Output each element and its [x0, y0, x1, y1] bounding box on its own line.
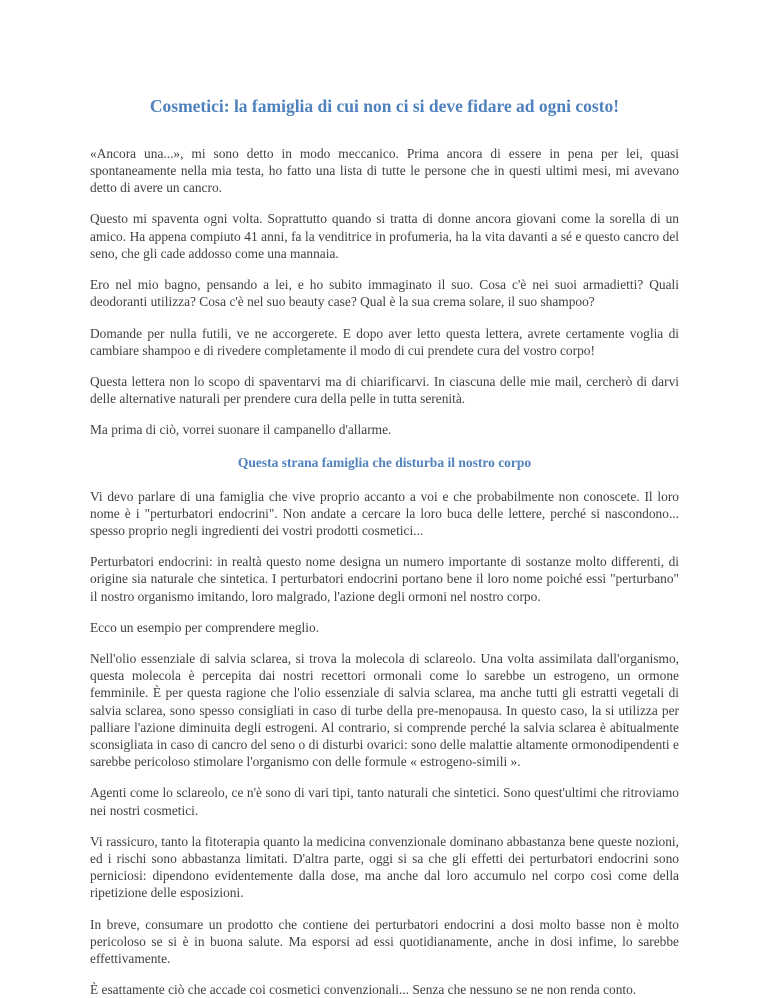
paragraph-section-7: In breve, consumare un prodotto che contiene dei perturbatori endocrini a dosi molto basse non è molto pericoloso se si è in buona salute. Ma esporsi ad essi quotidianamente, anche in dosi infime, lo sarebbe effettivamente. — [90, 916, 679, 966]
section-heading: Questa strana famiglia che disturba il nostro corpo — [237, 454, 532, 470]
document-title: Cosmetici: la famiglia di cui non ci si deve fidare ad ogni costo! — [149, 96, 620, 116]
paragraph-intro-2: Questo mi spaventa ogni volta. Soprattutto quando si tratta di donne ancora giovani come la sorella di un amico. Ha appena compiuto 41 anni, fa la venditrice in profumeria, ha la vita davanti a sé e questo cancro del seno, che gli cade addosso come una mannaia. — [90, 211, 679, 261]
paragraph-intro-6: Ma prima di ciò, vorrei suonare il campanello d'allarme. — [90, 422, 392, 438]
paragraph-section-3: Ecco un esempio per comprendere meglio. — [90, 619, 320, 635]
paragraph-intro-3: Ero nel mio bagno, pensando a lei, e ho subito immaginato il suo. Cosa c'è nei suoi armadietti? Quali deodoranti utilizza? Cosa c'è nel suo beauty case? Qual è la sua crema solare, il suo shampoo? — [90, 277, 679, 310]
paragraph-section-5: Agenti come lo sclareolo, ce n'è sono di vari tipi, tanto naturali che sintetici. Sono quest'ultimi che ritroviamo nei nostri cosmetici. — [90, 785, 679, 818]
paragraph-intro-1: «Ancora una...», mi sono detto in modo meccanico. Prima ancora di essere in pena per lei, quasi spontaneamente nella mia testa, ho fatto una lista di tutte le persone che in questi ultimi mesi, mi avevano detto di avere un cancro. — [90, 145, 679, 196]
paragraph-intro-5: Questa lettera non lo scopo di spaventarvi ma di chiarificarvi. In ciascuna delle mie mail, cercherò di darvi delle alternative naturali per prendere cura della pelle in tutta serenità. — [90, 373, 679, 407]
paragraph-intro-4: Domande per nulla futili, ve ne accorgerete. E dopo aver letto questa lettera, avrete certamente voglia di cambiare shampoo e di rivedere completamente il modo di cui prendete cura del vostro corpo! — [90, 325, 679, 358]
paragraph-section-6: Vi rassicuro, tanto la fitoterapia quanto la medicina convenzionale dominano abbastanza bene queste nozioni, ed i rischi sono abbastanza limitati. D'altra parte, oggi si sa che gli effetti dei perturbatori endocrini sono perniciosi: dipendono evidentemente dalla dose, ma anche dal loro accumulo nel corpo così come della ripetizione delle esposizioni. — [90, 833, 679, 901]
paragraph-section-4: Nell'olio essenziale di salvia sclarea, si trova la molecola di sclareolo. Una volta assimilata dall'organismo, questa molecola è percepita dai nostri recettori ormonali come lo sarebbe un estrogeno, un ormone femminile. È per questa ragione che l'olio essenziale di salvia sclarea, ma anche tutti gli estratti vegetali di salvia sclarea, sono spesso consigliati in caso di turbe della pre-menopausa. In questo caso, la si utilizza per palliare l'azione diminuita degli estrogeni. Al contrario, si comprende perché la salvia sclarea è abitualmente sconsigliata in caso di cancro del seno o di disturbi ovarici: sono delle malattie altamente ormonodipendenti e sarebbe pericoloso stimolare l'organismo con delle formule « estrogeno-simili ». — [90, 650, 679, 770]
paragraph-section-2: Perturbatori endocrini: in realtà questo nome designa un numero importante di sostanze molto differenti, di origine sia naturale che sintetica. I perturbatori endocrini portano bene il loro nome poiché essi "perturbano" il nostro organismo imitando, loro malgrado, l'azione degli ormoni nel nostro corpo. — [90, 554, 679, 604]
paragraph-section-8: È esattamente ciò che accade coi cosmetici convenzionali... Senza che nessuno se ne non renda conto. — [90, 982, 637, 998]
paragraph-section-1: Vi devo parlare di una famiglia che vive proprio accanto a voi e che probabilmente non conoscete. Il loro nome è i "perturbatori endocrini". Non andate a cercare la loro buca delle lettere, perché si nascondono... spesso proprio negli ingredienti dei vostri prodotti cosmetici... — [90, 488, 679, 538]
